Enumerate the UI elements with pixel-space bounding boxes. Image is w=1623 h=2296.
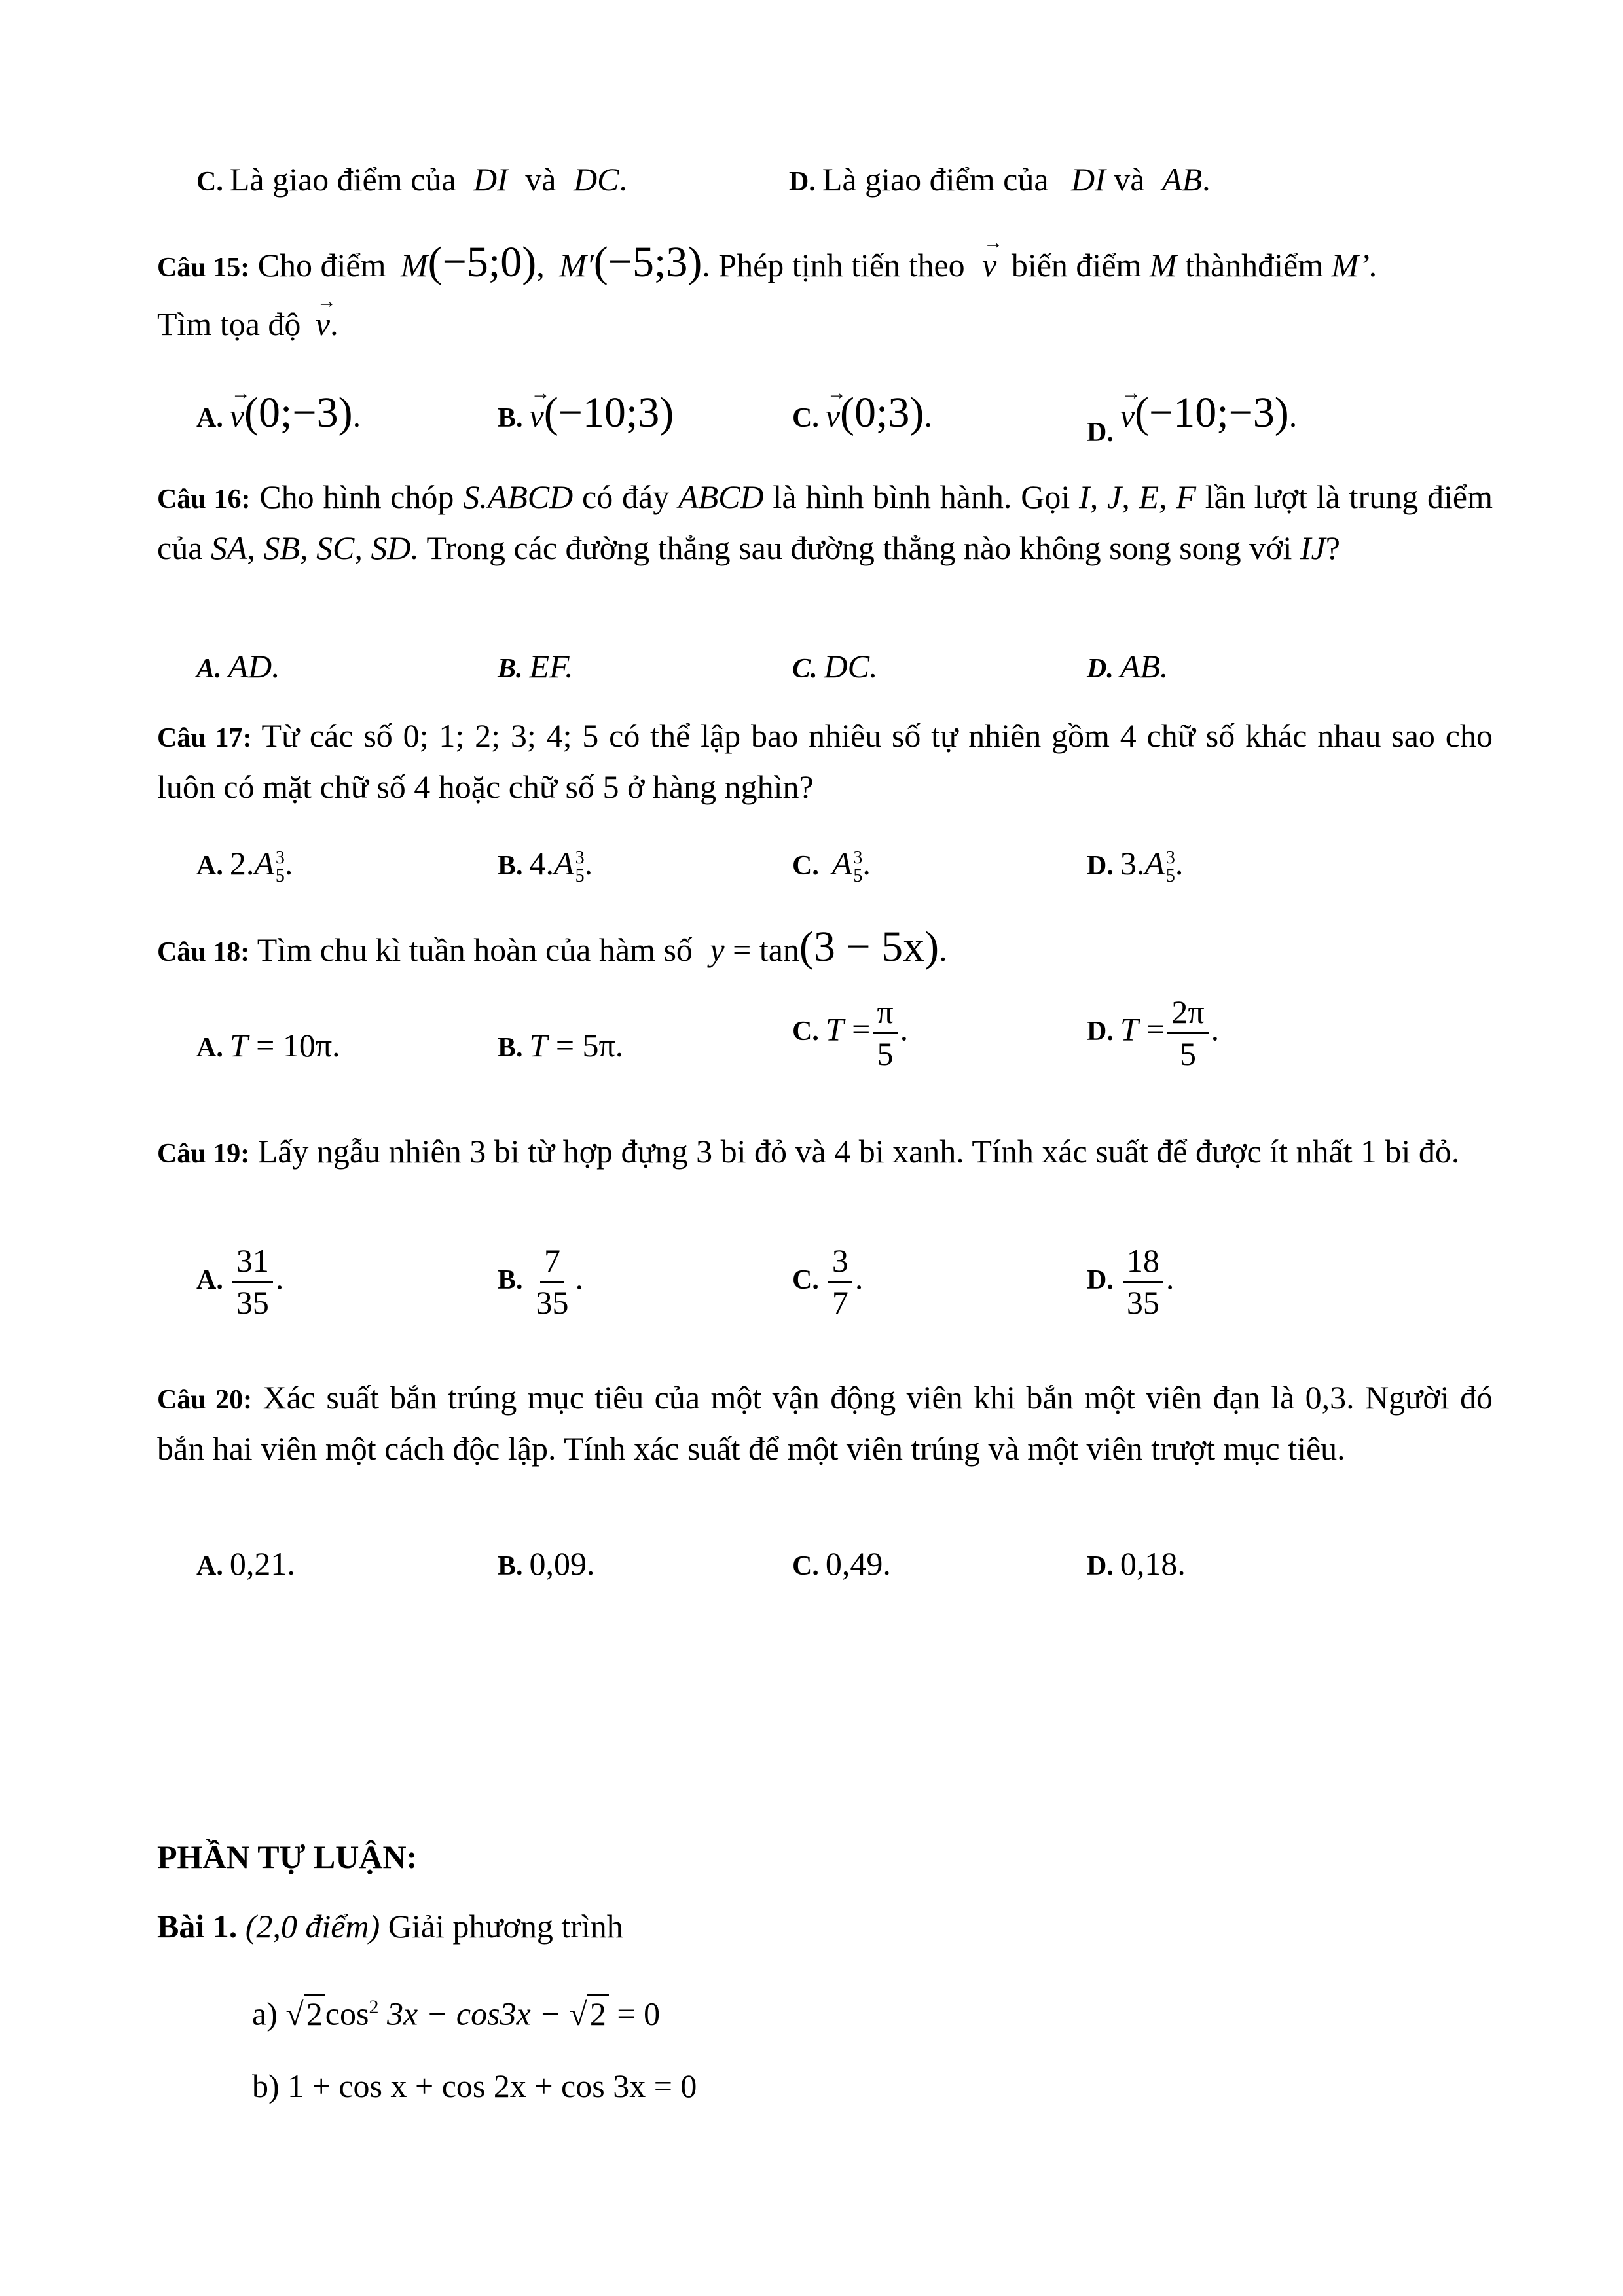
q17-option-c (792, 839, 871, 890)
punct: , (536, 247, 545, 283)
q19-option-a (196, 1244, 283, 1319)
fraction-numerator: π (873, 995, 897, 1034)
option-label: A. (196, 1551, 223, 1581)
math-power: 2 (369, 1996, 379, 2018)
math-coord: (−5;3) (593, 238, 702, 286)
option-label: A. (196, 851, 223, 881)
punct: . (1165, 1259, 1175, 1297)
math-coord: (−10;−3) (1135, 389, 1289, 437)
option-text: 0,18. (1120, 1545, 1186, 1582)
math-t: T (825, 1011, 844, 1048)
fraction-numerator: 18 (1123, 1244, 1163, 1283)
fraction (873, 995, 897, 1071)
math-sub: 5 (275, 865, 285, 886)
option-text: EF. (529, 648, 574, 685)
punct: . (575, 1259, 584, 1297)
math-sub: 5 (1165, 865, 1175, 886)
q16-option-b (498, 642, 574, 693)
math-sub: 5 (853, 865, 863, 886)
question-label: Câu 15: (157, 253, 250, 283)
option-label: B. (498, 1265, 523, 1296)
fraction (828, 1244, 852, 1319)
math-m-prime: M′ (559, 247, 594, 283)
stem-text: thànhđiểm (1185, 247, 1324, 283)
option-text: AB. (1120, 648, 1169, 685)
math-arrangement: A (1144, 845, 1165, 882)
vector-v: → v (316, 300, 330, 348)
fraction (1123, 1244, 1163, 1319)
radicand: 2 (587, 1994, 609, 2032)
fraction-denominator: 35 (1126, 1283, 1159, 1321)
math-rhs: = 0 (617, 1995, 661, 2032)
q20-option-c (792, 1539, 891, 1590)
q15-option-a (196, 389, 361, 442)
math-arrangement: A (254, 845, 274, 882)
option-label: C. (792, 1016, 819, 1047)
q20-option-b (498, 1539, 595, 1590)
math-ab: AB (1162, 161, 1203, 198)
stem-text: Tìm tọa độ (157, 306, 301, 342)
punct: . (330, 306, 338, 342)
option-label: C. (792, 1551, 819, 1581)
stem-text: biến điểm (1011, 247, 1142, 283)
option-text: DC. (824, 648, 878, 685)
equation-label: a) (252, 1995, 278, 2032)
question-label: Câu 17: (157, 723, 252, 753)
sqrt: √2 (569, 1990, 608, 2038)
exercise-1-heading (157, 1902, 623, 1950)
option-text: AD. (228, 648, 280, 685)
vector-v: → v (826, 391, 840, 440)
option-label: C. (792, 851, 819, 881)
stem-text: Cho điểm (257, 247, 386, 283)
math-sub: 5 (575, 865, 585, 886)
q14-option-c (196, 155, 627, 206)
q16-option-c (792, 642, 877, 693)
q20-option-a (196, 1539, 295, 1590)
q19-option-b (498, 1244, 583, 1319)
question-label: Câu 19: (157, 1139, 250, 1169)
math-m: M (1149, 247, 1177, 283)
punct: . (584, 845, 593, 882)
math-value: = 10π. (256, 1027, 340, 1064)
fraction-denominator: 35 (536, 1283, 569, 1321)
math-y: y (710, 931, 725, 968)
math-eq: = (1146, 1011, 1165, 1048)
option-label: A. (196, 1265, 223, 1296)
punct: . (854, 1259, 864, 1297)
q16-option-a (196, 642, 280, 693)
exercise-text: Giải phương trình (388, 1908, 623, 1945)
fraction (232, 1244, 273, 1319)
option-text: 0,09. (529, 1545, 595, 1582)
punct: . (900, 1011, 909, 1048)
option-label: B. (498, 654, 523, 684)
exercise-points: (2,0 điểm) (245, 1908, 380, 1945)
stem-text: . Phép tịnh tiến theo (702, 247, 965, 283)
stem-text: lần lượt là trung điểm của (157, 478, 1493, 566)
q16-stem (157, 473, 1493, 572)
punct: . (924, 397, 932, 434)
q17-option-d (1087, 839, 1183, 890)
vector-v: → v (230, 391, 244, 440)
q18-option-d (1087, 995, 1219, 1071)
math-di: DI (1071, 161, 1106, 198)
math-sup: 3 (1165, 847, 1175, 868)
equation-b (252, 2062, 697, 2110)
q19-option-c (792, 1244, 863, 1319)
math-value: = 5π. (555, 1027, 624, 1064)
q19-stem (157, 1127, 1493, 1178)
option-text: Là giao điểm của (822, 161, 1049, 198)
math-argument: (3 − 5x) (799, 923, 939, 971)
math-t: T (529, 1027, 548, 1064)
q15-option-b (498, 389, 674, 442)
fraction (532, 1244, 573, 1319)
fraction-denominator: 7 (831, 1283, 848, 1321)
stem-text: Xác suất bắn trúng mục tiêu của một vận động viên khi bắn một viên đạn là 0,3. Người đó bắn hai viên một cách độc lập. Tính xác suất để một viên trúng và một viên trượt mục tiêu. (157, 1379, 1493, 1467)
option-label: B. (498, 851, 523, 881)
math-coord: (0;−3) (244, 389, 353, 437)
option-label: A. (196, 1033, 223, 1063)
q16-option-d (1087, 642, 1168, 693)
exercise-label: Bài 1. (157, 1908, 238, 1945)
equation-a (252, 1983, 660, 2038)
fraction-denominator: 5 (1179, 1035, 1196, 1072)
math-coord: (0;3) (840, 389, 924, 437)
option-label: A. (196, 403, 223, 433)
stem-text: có đáy (582, 478, 670, 515)
punct: ? (1325, 529, 1340, 566)
option-label: D. (789, 167, 816, 197)
fraction-numerator: 31 (232, 1244, 273, 1283)
question-label: Câu 16: (157, 484, 251, 514)
stem-text: Từ các số 0; 1; 2; 3; 4; 5 có thể lập bao nhiêu số tự nhiên gồm 4 chữ số khác nhau sao cho luôn có mặt chữ số 4 hoặc chữ số 5 ở hàng nghìn? (157, 717, 1493, 805)
vector-v: → v (982, 241, 996, 289)
math-arrangement: A (554, 845, 574, 882)
math-t: T (1120, 1011, 1139, 1048)
punct: . (1211, 1011, 1220, 1048)
math-coef: 2. (229, 845, 255, 882)
q15-option-c (792, 389, 932, 442)
sqrt: √2 (285, 1990, 325, 2038)
stem-text: Lấy ngẫu nhiên 3 bi từ hợp đựng 3 bi đỏ và 4 bi xanh. Tính xác suất để được ít nhất 1 bi đỏ. (257, 1133, 1460, 1170)
punct: . (939, 931, 947, 968)
math-ij: IJ (1300, 529, 1326, 566)
q15-stem-line1 (157, 238, 1377, 292)
question-label: Câu 18: (157, 937, 250, 967)
option-text: 0,49. (825, 1545, 891, 1582)
q20-option-d (1087, 1539, 1186, 1590)
punct: . (619, 161, 627, 198)
math-coord: (−10;3) (543, 389, 674, 437)
fraction-numerator: 2π (1167, 995, 1208, 1034)
option-label: B. (498, 1033, 523, 1063)
math-pyramid: S.ABCD (463, 478, 574, 515)
q18-option-b (498, 1021, 623, 1072)
section-title: PHẦN TỰ LUẬN: (157, 1839, 418, 1875)
math-t: T (229, 1027, 248, 1064)
math-coord: (−5;0) (428, 238, 537, 286)
math-cos: cos (325, 1995, 369, 2032)
stem-text: Tìm chu kì tuần hoàn của hàm số (257, 931, 693, 968)
q15-option-d (1087, 389, 1298, 448)
math-sup: 3 (853, 847, 863, 868)
q14-option-d (789, 155, 1211, 206)
math-di: DI (473, 161, 508, 198)
q19-option-d (1087, 1244, 1174, 1319)
math-points: I, J, E, F (1079, 478, 1196, 515)
question-label: Câu 20: (157, 1385, 253, 1415)
math-expression: 3x − cos3x − (386, 1995, 561, 2032)
fraction-numerator: 7 (540, 1244, 564, 1283)
punct: . (284, 845, 293, 882)
punct: . (1288, 397, 1298, 434)
fraction (1167, 995, 1208, 1071)
option-label: D. (1087, 654, 1114, 684)
option-label: A. (196, 654, 222, 684)
stem-text: Cho hình chóp (259, 478, 454, 515)
radicand: 2 (304, 1994, 325, 2032)
option-label: C. (196, 167, 223, 197)
punct: . (1202, 161, 1211, 198)
q17-stem (157, 711, 1493, 811)
math-coef: 3. (1120, 845, 1145, 882)
q18-stem (157, 923, 947, 977)
option-label: D. (1087, 1016, 1114, 1047)
math-m: M (401, 247, 428, 283)
option-label: D. (1087, 851, 1114, 881)
punct: . (275, 1259, 284, 1297)
option-label: D. (1087, 418, 1114, 448)
math-arrangement: A (831, 845, 852, 882)
math-base: ABCD (678, 478, 764, 515)
vector-v: → v (530, 391, 544, 440)
stem-text: Trong các đường thẳng sau đường thẳng nào không song song với (426, 529, 1292, 566)
q18-option-a (196, 1021, 340, 1072)
fraction-denominator: 35 (236, 1283, 269, 1321)
punct: . (352, 397, 361, 434)
conj: và (1114, 161, 1145, 198)
q15-stem-line2 (157, 300, 338, 348)
math-sup: 3 (275, 847, 285, 868)
option-label: C. (792, 403, 819, 433)
option-label: C. (792, 1265, 819, 1296)
fraction-numerator: 3 (828, 1244, 852, 1283)
option-text: Là giao điểm của (229, 161, 456, 198)
punct: . (862, 845, 871, 882)
punct: . (1175, 845, 1184, 882)
conj: và (525, 161, 556, 198)
q17-option-b (498, 839, 593, 890)
fraction-denominator: 5 (877, 1035, 894, 1072)
vector-v: → v (1120, 391, 1135, 440)
math-dc: DC (574, 161, 619, 198)
math-tan: = tan (733, 931, 799, 968)
math-expression: 1 + cos x + cos 2x + cos 3x = 0 (287, 2068, 697, 2104)
math-eq: = (852, 1011, 871, 1048)
q17-option-a (196, 839, 293, 890)
math-sup: 3 (575, 847, 585, 868)
q20-stem (157, 1373, 1493, 1473)
math-edges: SA, SB, SC, SD. (210, 529, 419, 566)
option-label: D. (1087, 1265, 1114, 1296)
equation-label: b) (252, 2068, 280, 2104)
math-m-prime: M’. (1331, 247, 1378, 283)
stem-text: là hình bình hành. Gọi (773, 478, 1070, 515)
option-label: B. (498, 1551, 523, 1581)
q18-option-c (792, 995, 908, 1071)
option-label: D. (1087, 1551, 1114, 1581)
option-label: B. (498, 403, 523, 433)
option-text: 0,21. (229, 1545, 295, 1582)
option-label: C. (792, 654, 818, 684)
math-coef: 4. (529, 845, 555, 882)
